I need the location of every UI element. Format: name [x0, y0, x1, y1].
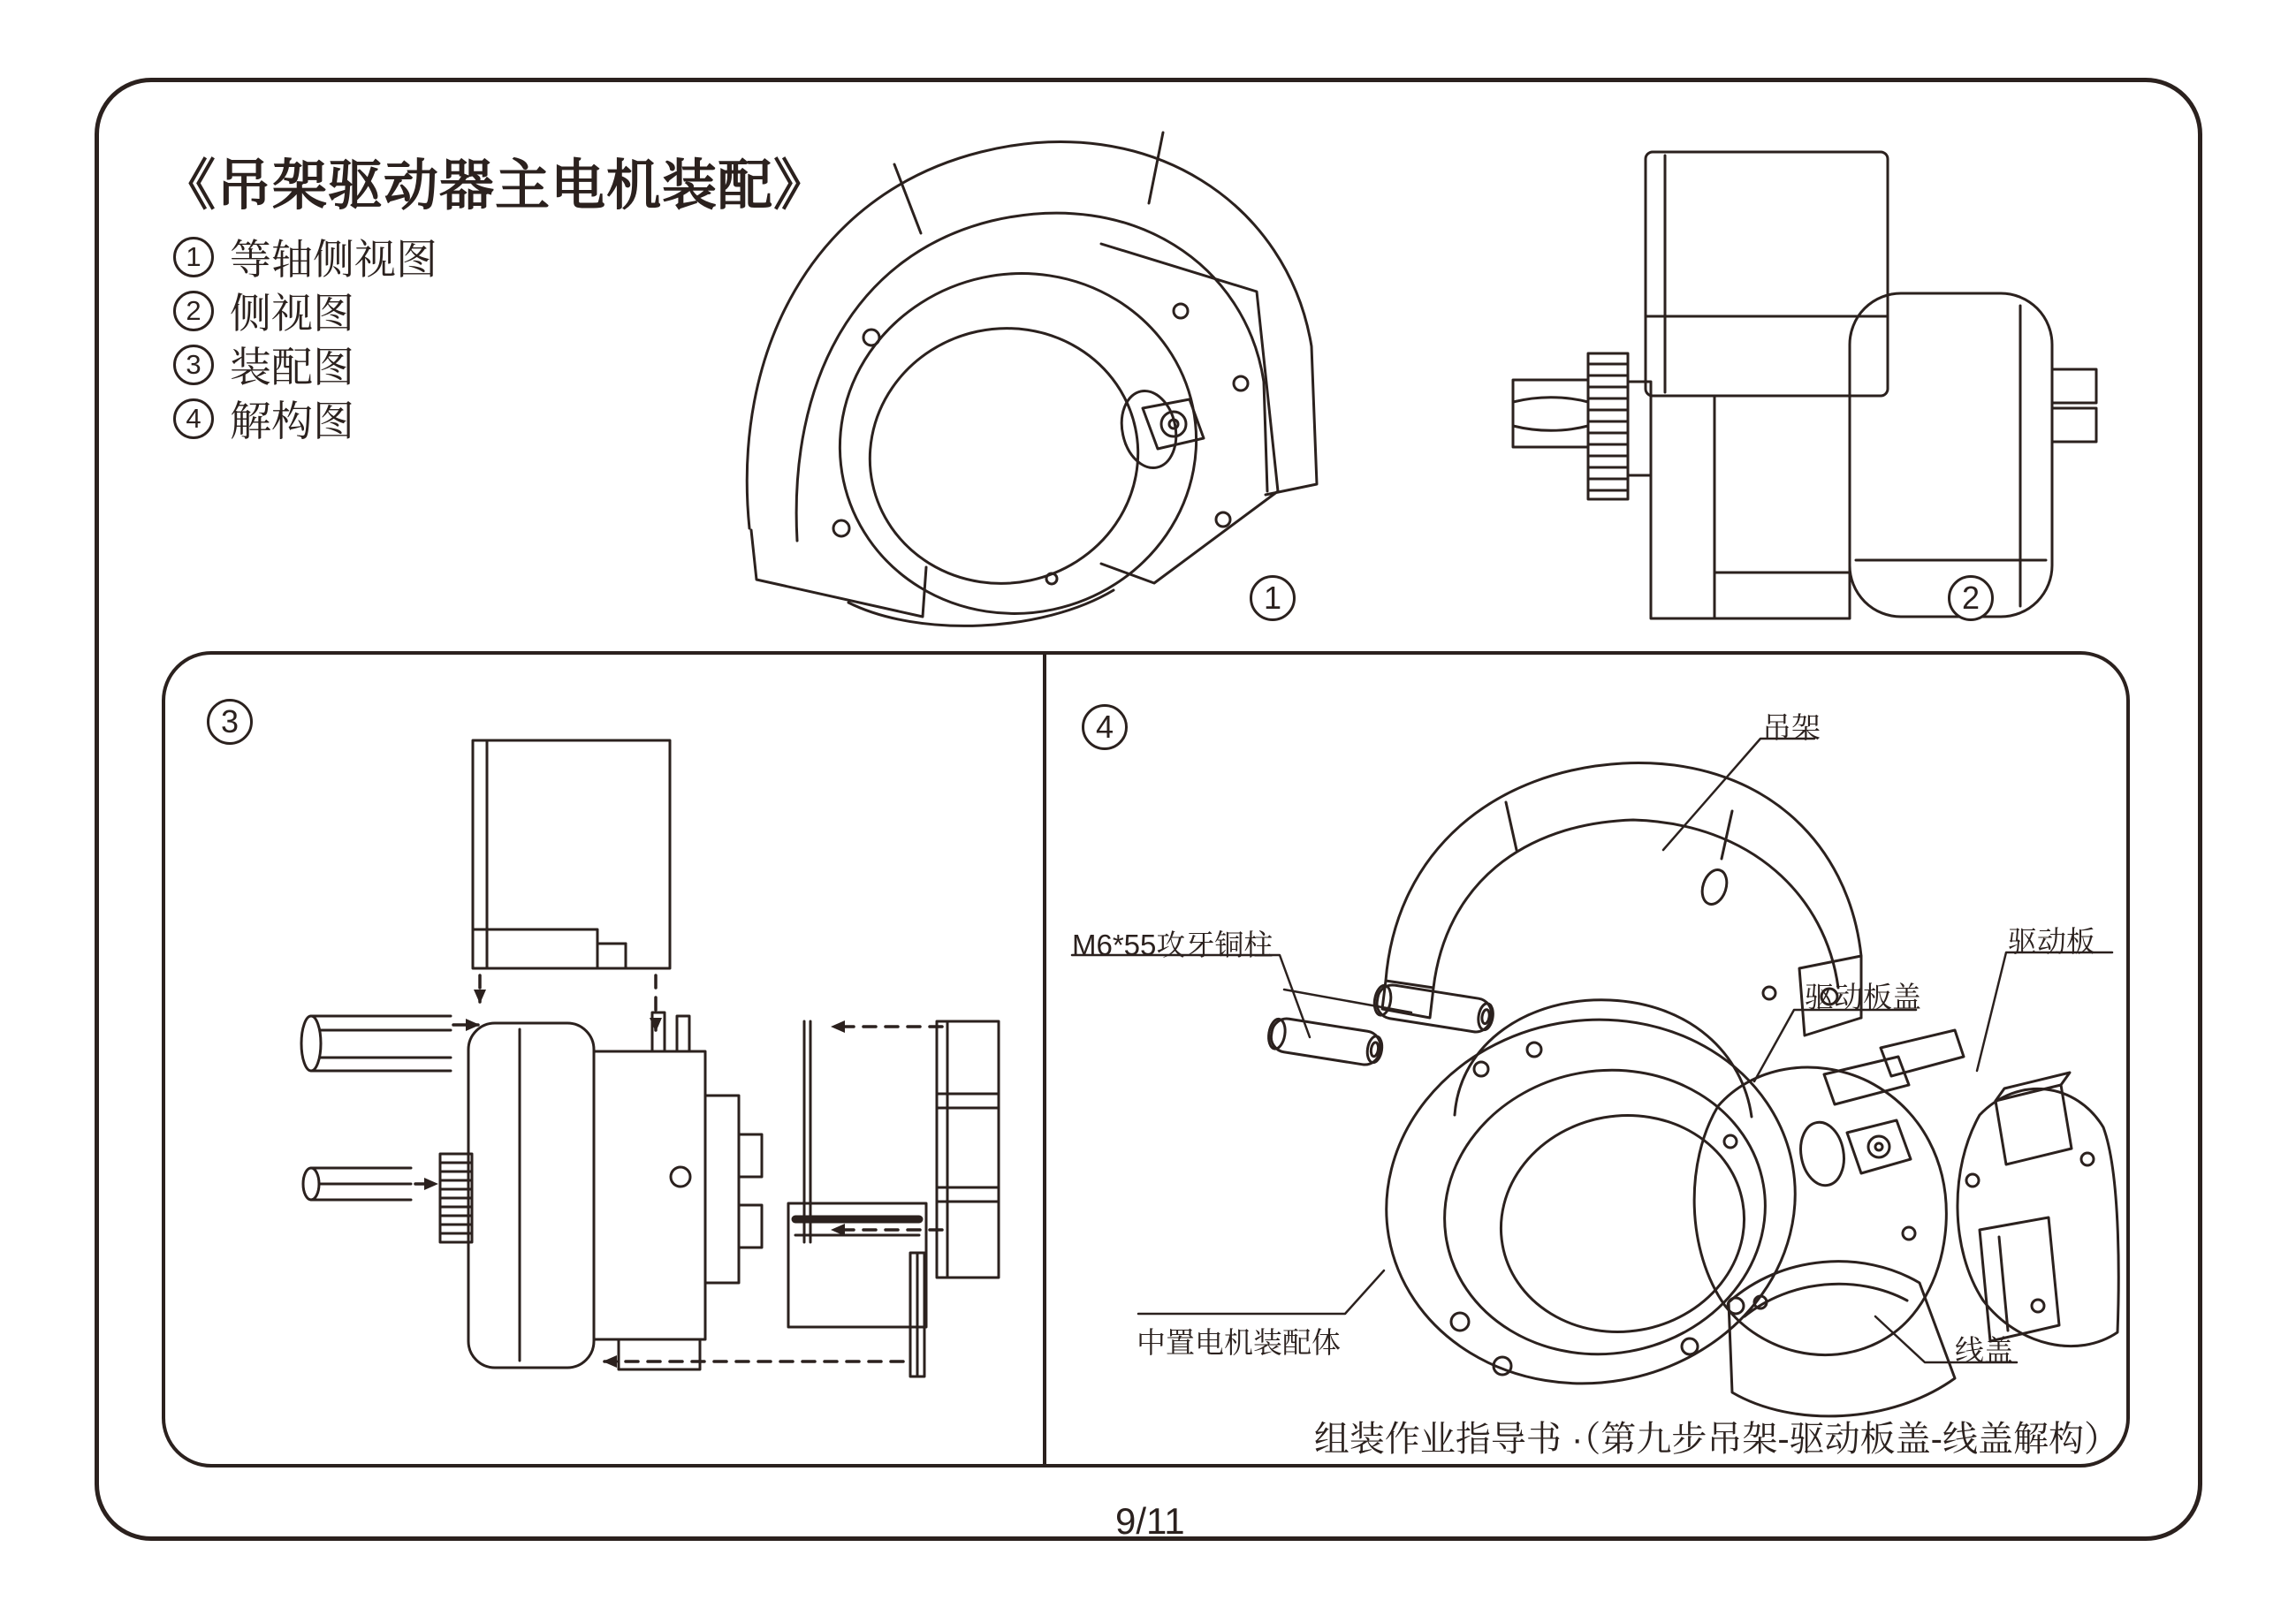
label-drive-board-cover: 驱动板盖 [1805, 981, 1921, 1013]
side-view-drawing [1513, 152, 2096, 618]
legend-label: 侧视图 [230, 290, 354, 337]
legend-label: 等轴侧视图 [230, 236, 437, 283]
circled-number-3-icon: 3 [173, 345, 214, 385]
view2-number-badge: 2 [1948, 575, 1994, 621]
isometric-view-drawing [747, 133, 1317, 647]
legend-label: 装配图 [230, 344, 354, 391]
view4-number-badge: 4 [1082, 704, 1128, 750]
view1-number-badge: 1 [1250, 575, 1296, 621]
controller-box-shape [1646, 152, 1888, 396]
legend-label: 解构图 [230, 398, 354, 444]
circled-number-1-icon: 1 [173, 237, 214, 277]
label-drive-board: 驱动板 [2008, 925, 2095, 958]
page-title: 《吊架驱动器主电机装配》 [161, 155, 830, 216]
hanger-arch-shape [747, 142, 1317, 528]
label-mid-motor-assembly: 中置电机装配体 [1137, 1326, 1341, 1359]
label-hanger: 吊架 [1762, 711, 1821, 744]
label-copper-pillar: M6*55攻牙铜柱 [1072, 929, 1273, 961]
motor-body-shape [1850, 293, 2052, 617]
label-wire-cover: 线盖 [1955, 1334, 2013, 1367]
circled-number-2-icon: 2 [173, 291, 214, 331]
step-caption: 组装作业指导书 ·（第九步吊架-驱动板盖-线盖解构） [1313, 1420, 2119, 1459]
page-number: 9/11 [1115, 1500, 1185, 1542]
panel-divider [1043, 651, 1046, 1468]
view3-number-badge: 3 [207, 699, 253, 745]
axle-shape [1513, 380, 1588, 447]
circled-number-4-icon: 4 [173, 398, 214, 439]
